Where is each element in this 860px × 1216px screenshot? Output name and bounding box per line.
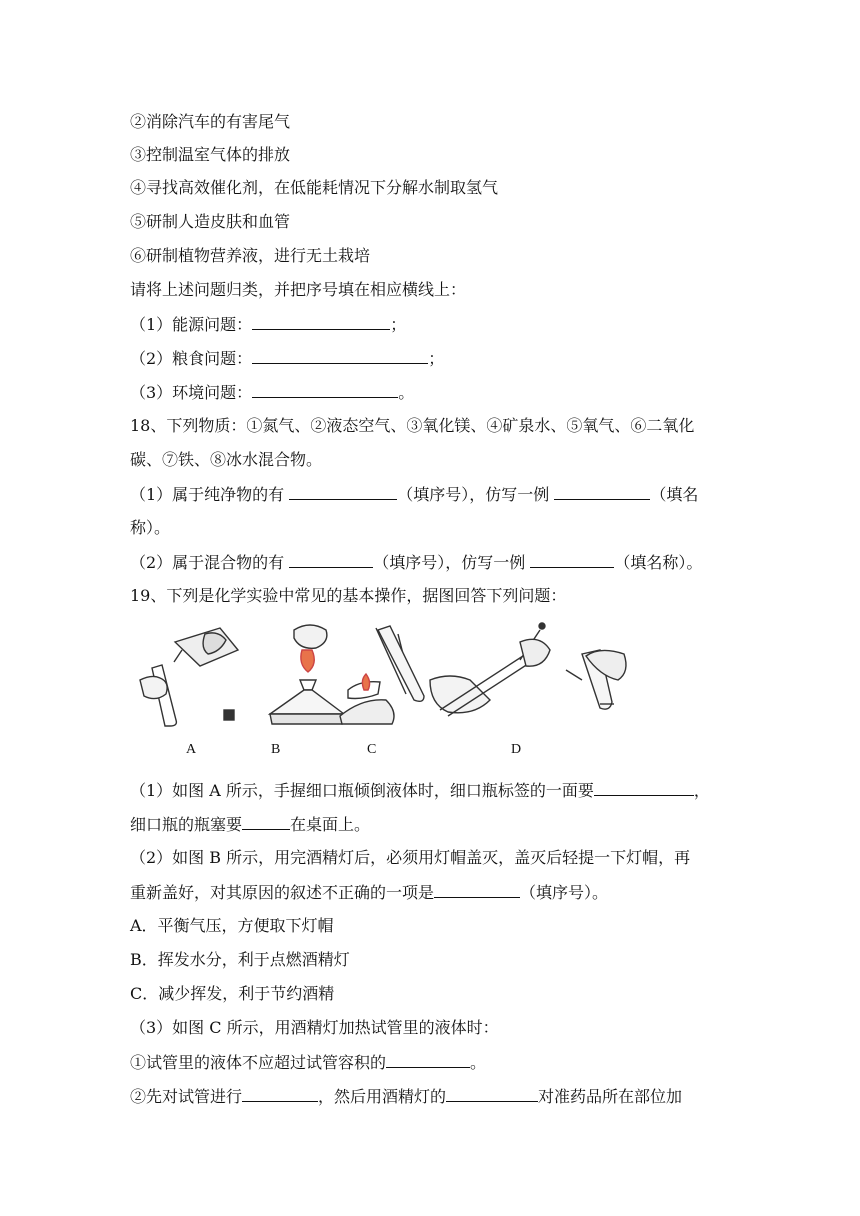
q19-part2-line2 <box>130 880 740 905</box>
answer-blank-env[interactable] <box>252 380 398 398</box>
q19-p1-text-c: 细口瓶的瓶塞要 <box>130 815 243 834</box>
q18-stem-2: 碳、⑦铁、⑧冰水混合物。 <box>130 450 323 469</box>
q19-p3-2-text-a: ②先对试管进行 <box>130 1087 243 1106</box>
q18-p2-text-a: （2）属于混合物的有 <box>130 553 285 572</box>
q17-instruction: 请将上述问题归类，并把序号填在相应横线上： <box>130 280 467 299</box>
q17-env-line <box>130 380 740 405</box>
q19-part3: （3）如图 C 所示，用酒精灯加热试管里的液体时： <box>130 1018 499 1037</box>
lab-operations-figure <box>130 620 650 730</box>
q19-part2-line1: （2）如图 B 所示，用完酒精灯后，必须用灯帽盖灭，盖灭后轻提一下灯帽，再 <box>130 848 691 867</box>
figure-d-dropper-shaking <box>430 623 626 716</box>
q19-p2-text-b: （填序号）。 <box>520 883 609 902</box>
item-5: ⑤研制人造皮肤和血管 <box>130 212 291 231</box>
q18-p2-text-c: （填名称）。 <box>614 553 703 572</box>
q18-p1-text-c: （填名 <box>650 485 699 504</box>
q19-part1 <box>130 778 740 803</box>
option-a: A．平衡气压，方便取下灯帽 <box>130 916 334 935</box>
q17-food-label: （2）粮食问题： <box>130 349 253 368</box>
q19-p3-1-text-a: ①试管里的液体不应超过试管容积的 <box>130 1053 387 1072</box>
q19-p3-1-text-b: 。 <box>470 1053 487 1072</box>
figure-a-pouring <box>140 628 238 726</box>
option-c: C．减少挥发，利于节约酒精 <box>130 984 335 1003</box>
figure-label-c: C <box>367 742 377 757</box>
option-b: B．挥发水分，利于点燃酒精灯 <box>130 950 350 969</box>
q19-part1-cont <box>130 812 740 837</box>
q18-part1 <box>130 482 740 507</box>
q18-stem-1: 18、下列物质：①氮气、②液态空气、③氧化镁、④矿泉水、⑤氧气、⑥二氧化 <box>130 416 695 435</box>
answer-blank-food[interactable] <box>252 346 428 364</box>
answer-blank-volume-fraction[interactable] <box>386 1050 470 1068</box>
q18-p1-text-b: （填序号），仿写一例 <box>397 485 550 504</box>
figure-label-b: B <box>271 742 281 757</box>
q17-energy-end: ； <box>390 315 407 334</box>
q18-p1-text-a: （1）属于纯净物的有 <box>130 485 285 504</box>
figure-label-a: A <box>186 742 197 757</box>
figure-label-d: D <box>511 742 522 757</box>
q18-p2-text-b: （填序号），仿写一例 <box>373 553 526 572</box>
answer-blank-pure-substances[interactable] <box>289 482 397 500</box>
answer-blank-incorrect-option[interactable] <box>434 880 520 898</box>
q19-part3-2 <box>130 1084 740 1109</box>
item-6: ⑥研制植物营养液，进行无土栽培 <box>130 246 371 265</box>
q17-food-end: ； <box>428 349 445 368</box>
q17-energy-label: （1）能源问题： <box>130 315 253 334</box>
answer-blank-stopper[interactable] <box>242 812 290 830</box>
answer-blank-pure-example[interactable] <box>554 482 650 500</box>
q19-p2-text-a: 重新盖好，对其原因的叙述不正确的一项是 <box>130 883 435 902</box>
item-4: ④寻找高效催化剂，在低能耗情况下分解水制取氢气 <box>130 178 499 197</box>
q17-energy-line <box>130 312 740 337</box>
answer-blank-mixtures[interactable] <box>289 550 373 568</box>
item-3: ③控制温室气体的排放 <box>130 145 291 164</box>
answer-blank-energy[interactable] <box>252 312 390 330</box>
q19-p1-text-d: 在桌面上。 <box>290 815 371 834</box>
figure-b-alcohol-lamp <box>270 625 344 724</box>
q19-p3-2-text-b: ，然后用酒精灯的 <box>318 1087 447 1106</box>
answer-blank-mixture-example[interactable] <box>530 550 614 568</box>
q19-stem: 19、下列是化学实验中常见的基本操作，据图回答下列问题： <box>130 586 567 605</box>
q17-food-line <box>130 346 740 371</box>
q19-p1-text-b: ， <box>693 781 710 800</box>
q17-env-label: （3）环境问题： <box>130 383 253 402</box>
q18-part2 <box>130 550 740 575</box>
q19-part3-1 <box>130 1050 740 1075</box>
q17-env-end: 。 <box>398 383 415 402</box>
answer-blank-preheat[interactable] <box>242 1084 318 1102</box>
answer-blank-flame-part[interactable] <box>446 1084 538 1102</box>
item-2: ②消除汽车的有害尾气 <box>130 112 291 131</box>
q19-p3-2-text-c: 对准药品所在部位加 <box>538 1087 683 1106</box>
figure-c-heating-tube <box>340 626 424 724</box>
q19-p1-text-a: （1）如图 A 所示，手握细口瓶倾倒液体时，细口瓶标签的一面要 <box>130 781 594 800</box>
answer-blank-label-side[interactable] <box>594 778 694 796</box>
q18-part1-cont: 称）。 <box>130 518 171 537</box>
